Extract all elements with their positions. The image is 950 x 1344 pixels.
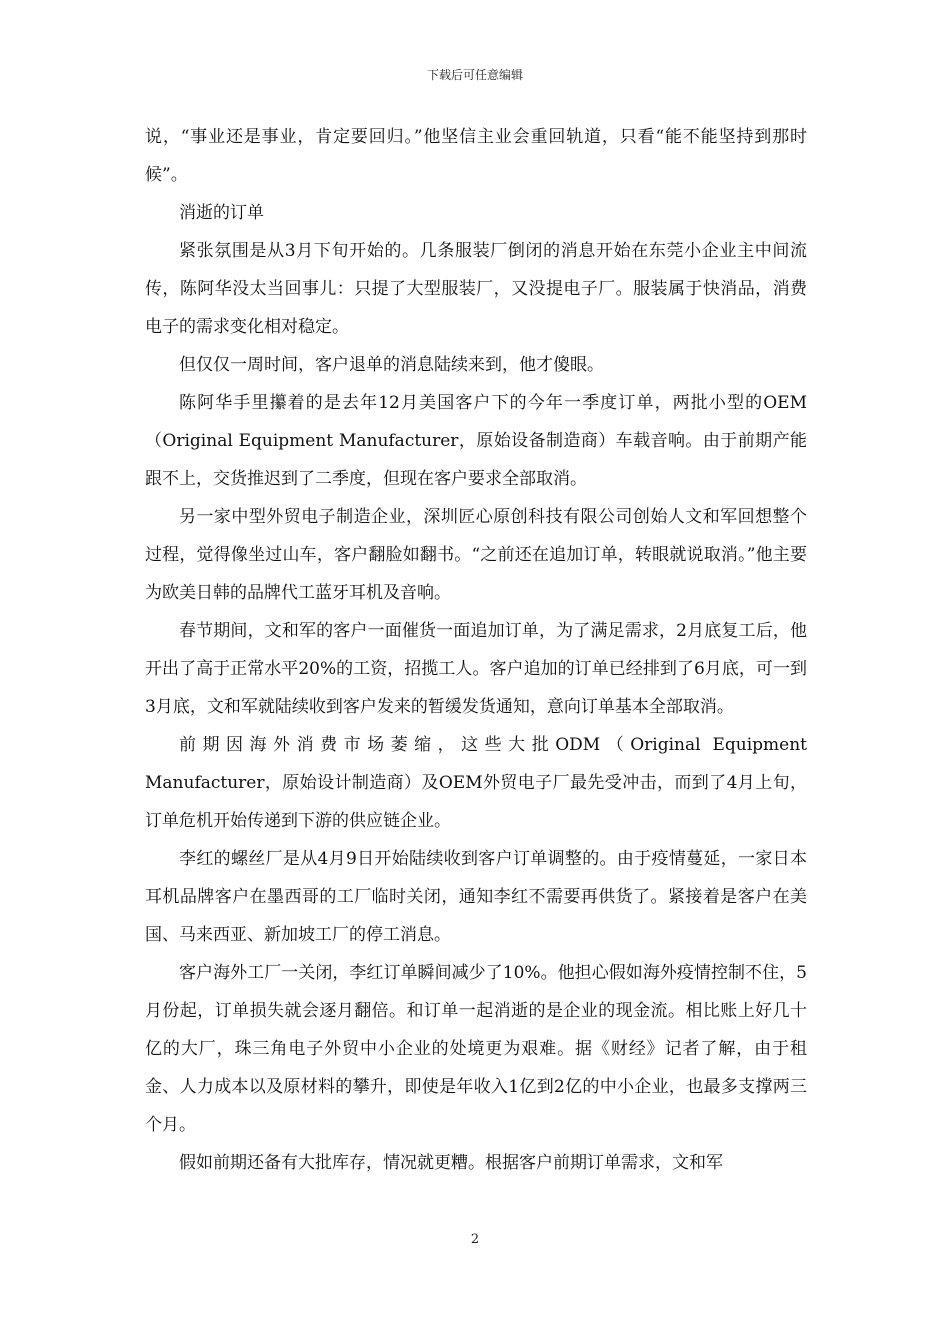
paragraph: 陈阿华手里攥着的是去年12月美国客户下的今年一季度订单，两批小型的OEM（Original Equipment Manufacturer，原始设备制造商）车载音响。由于前期产能跟不上，交货推迟到了二季度，但现在客户要求全部取消。 xyxy=(145,393,807,489)
paragraph: 李红的螺丝厂是从4月9日开始陆续收到客户订单调整的。由于疫情蔓延，一家日本耳机品牌客户在墨西哥的工厂临时关闭，通知李红不需要再供货了。紧接着是客户在美国、马来西亚、新加坡工厂的停工消息。 xyxy=(145,849,807,945)
paragraph: 前期因海外消费市场萎缩，这些大批ODM（Original Equipment Manufacturer，原始设计制造商）及OEM外贸电子厂最先受冲击，而到了4月上旬，订单危机开始传递到下游的供应链企业。 xyxy=(145,735,807,831)
paragraph: 另一家中型外贸电子制造企业，深圳匠心原创科技有限公司创始人文和军回想整个过程，觉得像坐过山车，客户翻脸如翻书。“之前还在追加订单，转眼就说取消。”他主要为欧美日韩的品牌代工蓝牙耳机及音响。 xyxy=(145,507,807,603)
paragraph: 说，“事业还是事业，肯定要回归。”他坚信主业会重回轨道，只看“能不能坚持到那时候”。 xyxy=(145,127,807,185)
page-number: 2 xyxy=(470,1232,480,1247)
paragraph: 但仅仅一周时间，客户退单的消息陆续来到，他才傻眼。 xyxy=(179,355,604,375)
article-body xyxy=(145,118,807,1182)
paragraph: 春节期间，文和军的客户一面催货一面追加订单，为了满足需求，2月底复工后，他开出了高于正常水平20%的工资，招揽工人。客户追加的订单已经排到了6月底，可一到3月底，文和军就陆续收到客户发来的暂缓发货通知，意向订单基本全部取消。 xyxy=(145,621,807,717)
paragraph: 假如前期还备有大批库存，情况就更糟。根据客户前期订单需求，文和军 xyxy=(179,1153,723,1173)
paragraph: 客户海外工厂一关闭，李红订单瞬间减少了10%。他担心假如海外疫情控制不住，5月份起，订单损失就会逐月翻倍。和订单一起消逝的是企业的现金流。相比账上好几十亿的大厂，珠三角电子外贸中小企业的处境更为艰难。据《财经》记者了解，由于租金、人力成本以及原材料的攀升，即使是年收入1亿到2亿的中小企业，也最多支撑两三个月。 xyxy=(145,963,807,1135)
section-heading: 消逝的订单 xyxy=(179,203,264,223)
paragraph: 紧张氛围是从3月下旬开始的。几条服装厂倒闭的消息开始在东莞小企业主中间流传，陈阿华没太当回事儿：只提了大型服装厂，又没提电子厂。服装属于快消品，消费电子的需求变化相对稳定。 xyxy=(145,241,807,337)
page-header: 下载后可任意编辑 xyxy=(426,68,523,82)
